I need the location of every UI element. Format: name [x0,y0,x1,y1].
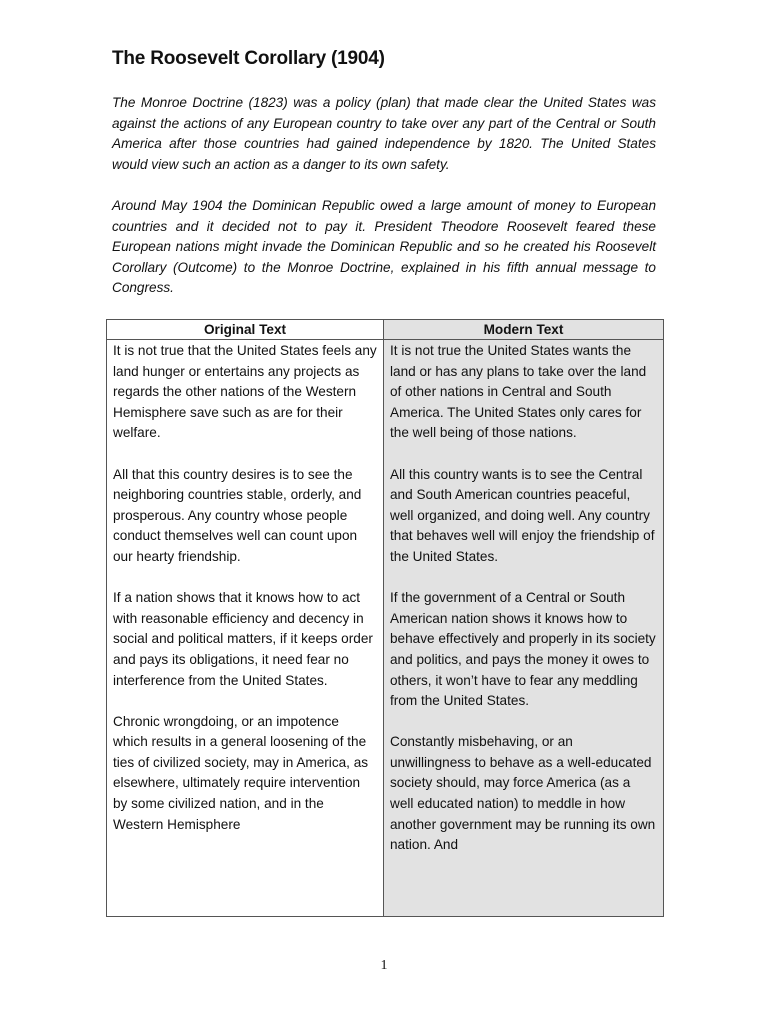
original-passage-4: Chronic wrongdoing, or an impotence which results in a general loosening of the ties of civilized society, may in America, as elsewhere, ultimately require intervention by some civilized nation, and in the Western Hemisphere [113,713,369,832]
modern-passage-3: If the government of a Central or South American nation shows it knows how to behave effectively and properly in its society and politics, and pays the money it owes to others, it won’t have to fear any meddling from the United States. [390,590,656,709]
modern-passage-4: Constantly misbehaving, or an unwillingness to behave as a well-educated society should, may force America (as a well educated nation) to meddle in how another government may be running its own nation. And [390,734,656,853]
page-number: 1 [380,958,388,973]
column-header-modern: Modern Text [384,320,664,340]
intro-paragraph-monroe-doctrine: The Monroe Doctrine (1823) was a policy (plan) that made clear the United States was against the actions of any European country to take over any part of the Central or South America after those countries had gained independence by 1820. The United States would view such an action as a danger to its own safety. [112,95,656,172]
original-passage-3: If a nation shows that it knows how to act with reasonable efficiency and decency in social and political matters, if it keeps order and pays its obligations, it need fear no interference from the United States. [113,590,373,688]
original-passage-2: All that this country desires is to see the neighboring countries stable, orderly, and prosperous. Any country whose people conduct themselves well can count upon our hearty friendship. [113,466,362,564]
table-header-row [107,320,664,340]
modern-passage-2: All this country wants is to see the Central and South American countries peaceful, well organized, and doing well. Any country that behaves well will enjoy the friendship of the United States. [390,466,655,564]
document-title: The Roosevelt Corollary (1904) [112,48,385,69]
column-header-original: Original Text [107,320,384,340]
table-row [107,340,664,917]
comparison-table [106,319,664,917]
modern-passage-1: It is not true the United States wants the land or has any plans to take over the land of other nations in Central and South America. The United States only cares for the well being of those nations. [390,343,647,441]
original-text-cell [107,340,384,917]
intro-paragraph-dominican-republic: Around May 1904 the Dominican Republic owed a large amount of money to European countries and it decided not to pay it. President Theodore Roosevelt feared these European nations might invade the Dominican Republic and so he created his Roosevelt Corollary (Outcome) to the Monroe Doctrine, explained in his fifth annual message to Congress. [112,198,656,296]
modern-text-cell [384,340,664,917]
original-passage-1: It is not true that the United States feels any land hunger or entertains any projects as regards the other nations of the Western Hemisphere save such as are for their welfare. [113,343,377,441]
